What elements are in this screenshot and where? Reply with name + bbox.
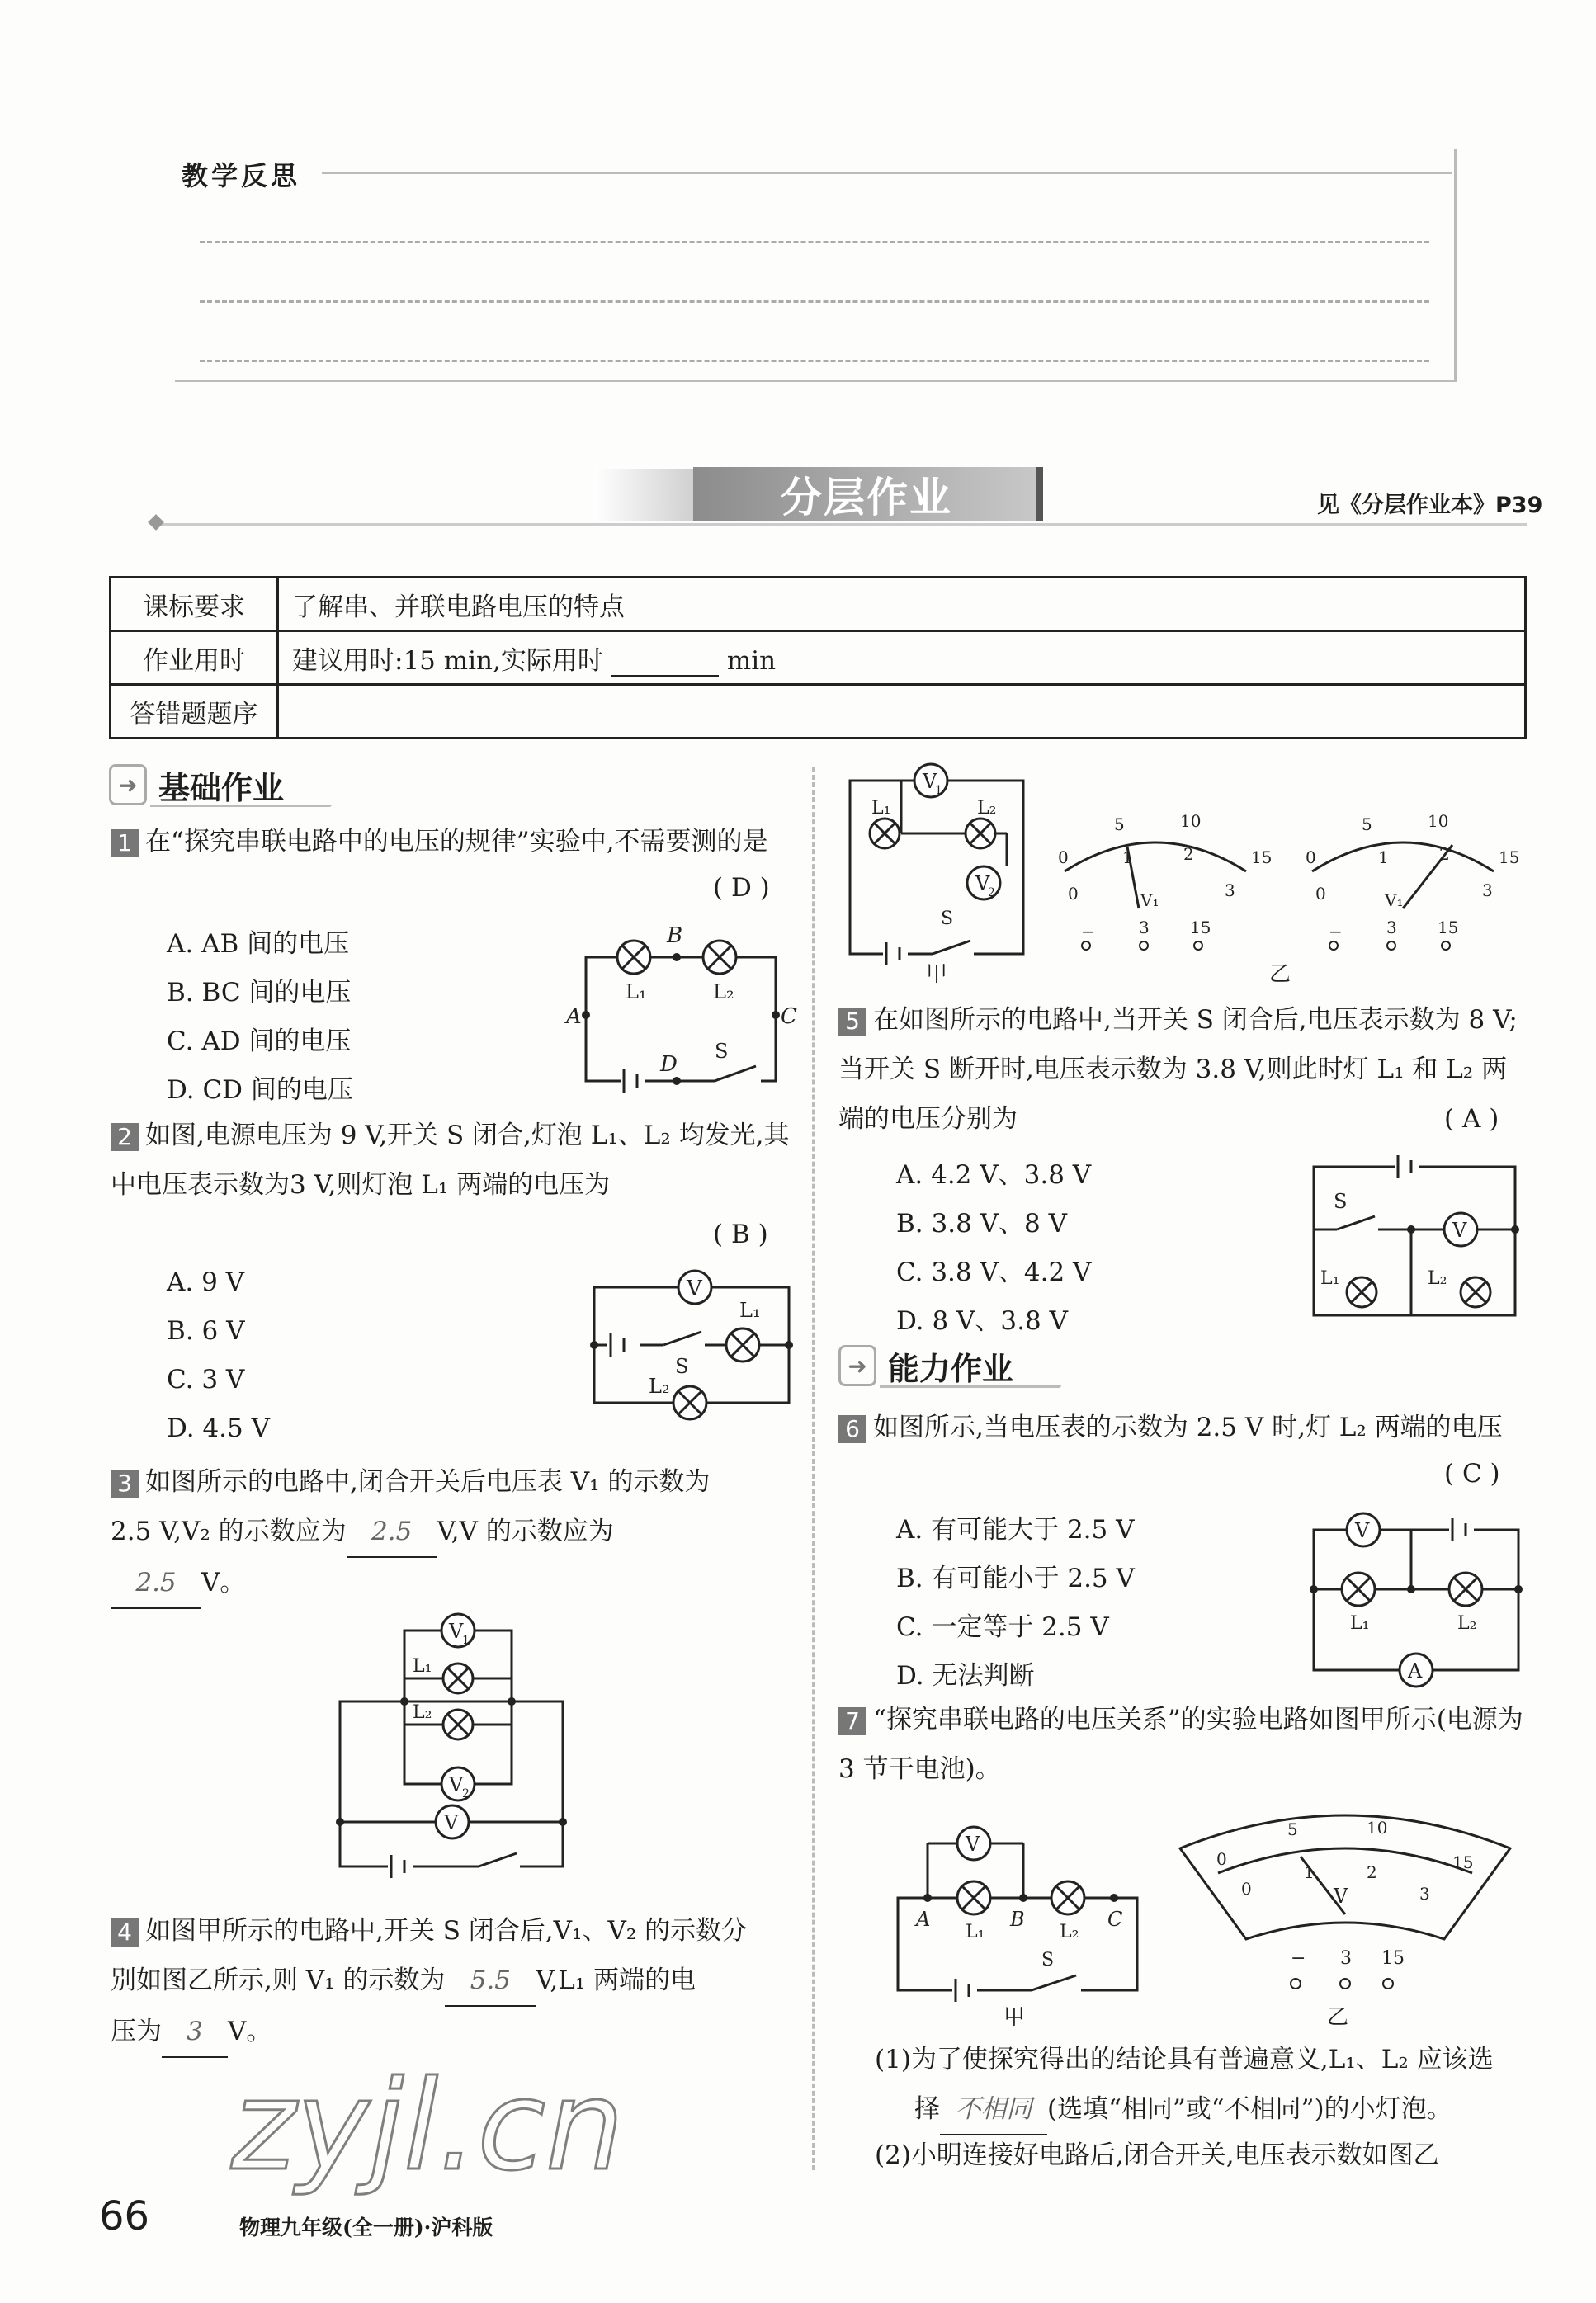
svg-text:5: 5 [1362, 814, 1372, 834]
svg-text:V: V [1334, 1885, 1348, 1908]
svg-text:B: B [1010, 1908, 1025, 1931]
q6-option-d: D. 无法判断 [896, 1661, 1035, 1691]
svg-text:−: − [1329, 922, 1343, 941]
svg-text:L₂: L₂ [1428, 1268, 1447, 1289]
svg-text:0: 0 [1058, 847, 1069, 867]
q5-option-c: C. 3.8 V、4.2 V [896, 1258, 1092, 1287]
q6-option-a: A. 有可能大于 2.5 V [896, 1515, 1135, 1545]
svg-text:L₂: L₂ [413, 1702, 432, 1723]
q2-option-a: A. 9 V [167, 1267, 245, 1297]
question-5: 5 在如图所示的电路中,当开关 S 闭合后,电压表示数为 8 V;当开关 S 断开时,电压表示数为 3.8 V,则此时灯 L₁ 和 L₂ 两端的电压分别为 [838, 1005, 1518, 1134]
question-2: 2 如图,电源电压为 9 V,开关 S 闭合,灯泡 L₁、L₂ 均发光,其中电压表示数为3 V,则灯泡 L₁ 两端的电压为 [111, 1121, 790, 1200]
svg-text:A: A [1408, 1659, 1423, 1682]
q5-option-b: B. 3.8 V、8 V [896, 1209, 1067, 1239]
svg-text:C: C [1107, 1908, 1123, 1931]
q5-option-d: D. 8 V、3.8 V [896, 1306, 1068, 1336]
q7-sub-2: (2)小明连接好电路后,闭合开关,电压表示数如图乙 [875, 2140, 1439, 2170]
q1-option-a: A. AB 间的电压 [167, 929, 350, 959]
svg-text:1: 1 [1122, 847, 1133, 867]
info-table [109, 576, 1527, 739]
svg-text:1: 1 [1304, 1862, 1315, 1882]
question-6: 6 如图所示,当电压表的示数为 2.5 V 时,灯 L₂ 两端的电压 [838, 1403, 1530, 1452]
banner-bar [1036, 467, 1043, 521]
svg-text:3: 3 [1482, 880, 1493, 900]
page-number: 66 [99, 2193, 150, 2239]
q7-sub-1: (1)为了使探究得出的结论具有普遍意义,L₁、L₂ 应该选 择 不相同 (选填“相同”或“不相同”)的小灯泡。 [875, 2035, 1535, 2135]
svg-text:S: S [675, 1355, 689, 1378]
svg-text:L₂: L₂ [977, 798, 997, 819]
q5-circuit-diagram [1304, 1155, 1527, 1328]
svg-text:10: 10 [1180, 811, 1202, 831]
svg-text:2: 2 [1183, 844, 1194, 864]
svg-text:15: 15 [1452, 1852, 1474, 1872]
svg-text:L₁: L₁ [966, 1922, 985, 1942]
q6-answer: ( C ) [1444, 1459, 1500, 1489]
section-basic: ➜ 基础作业 [109, 762, 315, 807]
table-val-standard: 了解串、并联电路电压的特点 [278, 578, 1526, 631]
svg-text:−: − [1291, 1948, 1306, 1969]
q7-circuit-jia [891, 1824, 1155, 2013]
svg-text:D: D [660, 1052, 678, 1077]
svg-text:A: A [916, 1908, 931, 1931]
svg-text:V₁: V₁ [1385, 890, 1404, 910]
q1-option-b: B. BC 间的电压 [167, 978, 352, 1008]
svg-text:V: V [449, 1773, 464, 1796]
q1-option-d: D. CD 间的电压 [167, 1075, 353, 1105]
arrow-icon: ➜ [838, 1345, 876, 1386]
svg-text:S: S [1041, 1950, 1055, 1970]
svg-text:1: 1 [462, 1634, 470, 1647]
svg-text:0: 0 [1216, 1849, 1227, 1869]
svg-text:0: 0 [1068, 884, 1079, 904]
svg-text:S: S [941, 908, 954, 929]
q3-circuit-diagram [330, 1609, 578, 1881]
q2-answer: ( B ) [713, 1220, 768, 1249]
q7-meter-yi [1172, 1799, 1518, 2005]
q2-option-c: C. 3 V [167, 1365, 245, 1395]
book-title: 物理九年级(全一册)·沪科版 [239, 2216, 493, 2239]
q7-label-jia: 甲 [1003, 2005, 1026, 2030]
svg-text:V: V [687, 1277, 702, 1301]
q4-circuit-jia [842, 759, 1040, 957]
svg-text:A: A [566, 1004, 582, 1029]
svg-text:V: V [966, 1833, 980, 1856]
svg-text:S: S [715, 1040, 729, 1063]
q1-answer: ( D ) [713, 873, 770, 903]
svg-text:2: 2 [1439, 844, 1450, 864]
q5-option-a: A. 4.2 V、3.8 V [896, 1160, 1092, 1190]
svg-text:3: 3 [1139, 918, 1150, 937]
question-3: 3 如图所示的电路中,闭合开关后电压表 V₁ 的示数为 2.5 V,V₂ 的示数应为 2.5 V,V 的示数应为 2.5 V。 [111, 1457, 796, 1609]
q2-option-b: B. 6 V [167, 1316, 245, 1346]
q2-circuit-diagram [578, 1262, 809, 1428]
table-head-wrong: 答错题题序 [111, 685, 278, 739]
svg-text:V: V [444, 1811, 459, 1834]
svg-text:L₂: L₂ [713, 980, 734, 1003]
meter-1 [1058, 811, 1272, 950]
svg-text:V: V [1355, 1519, 1370, 1542]
svg-text:B: B [667, 923, 683, 948]
reflection-title: 教学反思 [182, 160, 301, 191]
banner-reference: 见《分层作业本》P39 [1317, 493, 1543, 518]
svg-text:0: 0 [1306, 847, 1316, 867]
svg-text:L₁: L₁ [739, 1299, 761, 1322]
svg-text:V: V [449, 1620, 464, 1643]
q6-circuit-diagram [1304, 1510, 1527, 1692]
reflection-box [175, 149, 1457, 382]
q6-option-b: B. 有可能小于 2.5 V [896, 1564, 1135, 1593]
svg-text:1: 1 [935, 784, 942, 797]
svg-text:L₂: L₂ [1457, 1613, 1477, 1634]
svg-text:5: 5 [1114, 814, 1125, 834]
svg-text:3: 3 [1225, 880, 1235, 900]
table-head-time: 作业用时 [111, 631, 278, 685]
q5-answer: ( A ) [1444, 1104, 1499, 1134]
svg-text:V₁: V₁ [1140, 890, 1159, 910]
svg-text:2: 2 [462, 1787, 470, 1800]
banner-bullet [148, 514, 164, 531]
question-1: 1 在“探究串联电路中的电压的规律”实验中,不需要测的是 [111, 817, 796, 866]
svg-text:L₁: L₁ [413, 1656, 432, 1677]
meter-2 [1306, 811, 1519, 950]
svg-text:5: 5 [1287, 1819, 1298, 1839]
svg-text:C: C [781, 1004, 797, 1029]
q1-option-c: C. AD 间的电压 [167, 1026, 352, 1056]
banner-decoration [594, 469, 693, 521]
svg-text:V: V [1452, 1219, 1467, 1242]
arrow-icon: ➜ [109, 764, 147, 805]
svg-text:10: 10 [1367, 1818, 1388, 1838]
q6-option-c: C. 一定等于 2.5 V [896, 1612, 1109, 1642]
q1-circuit-diagram [561, 924, 800, 1106]
table-val-wrong[interactable] [278, 685, 1526, 739]
svg-text:−: − [1081, 922, 1095, 941]
q4-label-yi: 乙 [1269, 962, 1291, 987]
svg-text:1: 1 [1378, 847, 1389, 867]
svg-text:15: 15 [1251, 847, 1273, 867]
svg-text:L₁: L₁ [871, 798, 891, 819]
question-7: 7 “探究串联电路的电压关系”的实验电路如图甲所示(电源为 3 节干电池)。 [838, 1705, 1523, 1784]
svg-text:0: 0 [1241, 1879, 1252, 1899]
svg-text:S: S [1334, 1190, 1348, 1213]
q4-meters-yi [1048, 805, 1520, 954]
svg-text:3: 3 [1340, 1948, 1352, 1969]
svg-text:3: 3 [1386, 918, 1397, 937]
actual-time-blank[interactable] [611, 652, 719, 677]
svg-text:0: 0 [1315, 884, 1326, 904]
svg-text:15: 15 [1499, 847, 1520, 867]
svg-text:2: 2 [1367, 1862, 1377, 1882]
watermark: zyjl.cn [231, 2055, 625, 2198]
table-head-standard: 课标要求 [111, 578, 278, 631]
banner-title: 分层作业 [693, 467, 1040, 521]
section-ability: ➜ 能力作业 [838, 1343, 1045, 1388]
svg-text:L₂: L₂ [649, 1375, 670, 1398]
svg-text:V: V [975, 872, 990, 895]
svg-text:L₁: L₁ [626, 980, 647, 1003]
svg-text:10: 10 [1428, 811, 1449, 831]
column-divider [812, 767, 815, 2170]
q7-label-yi: 乙 [1327, 2005, 1349, 2030]
svg-text:L₁: L₁ [1350, 1613, 1370, 1634]
table-val-time: 建议用时:15 min,实际用时 min [278, 631, 1526, 685]
svg-text:15: 15 [1190, 918, 1211, 937]
svg-text:V: V [923, 770, 937, 793]
svg-text:2: 2 [988, 886, 995, 899]
svg-text:L₁: L₁ [1320, 1268, 1340, 1289]
q4-label-jia: 甲 [926, 962, 948, 987]
svg-text:3: 3 [1419, 1884, 1430, 1904]
svg-text:15: 15 [1438, 918, 1459, 937]
question-4: 4 如图甲所示的电路中,开关 S 闭合后,V₁、V₂ 的示数分 别如图乙所示,则 V₁ 的示数为 5.5 V,L₁ 两端的电 压为 3 V。 [111, 1906, 796, 2058]
svg-text:15: 15 [1381, 1948, 1405, 1969]
q2-option-d: D. 4.5 V [167, 1413, 270, 1443]
svg-text:L₂: L₂ [1060, 1922, 1079, 1942]
